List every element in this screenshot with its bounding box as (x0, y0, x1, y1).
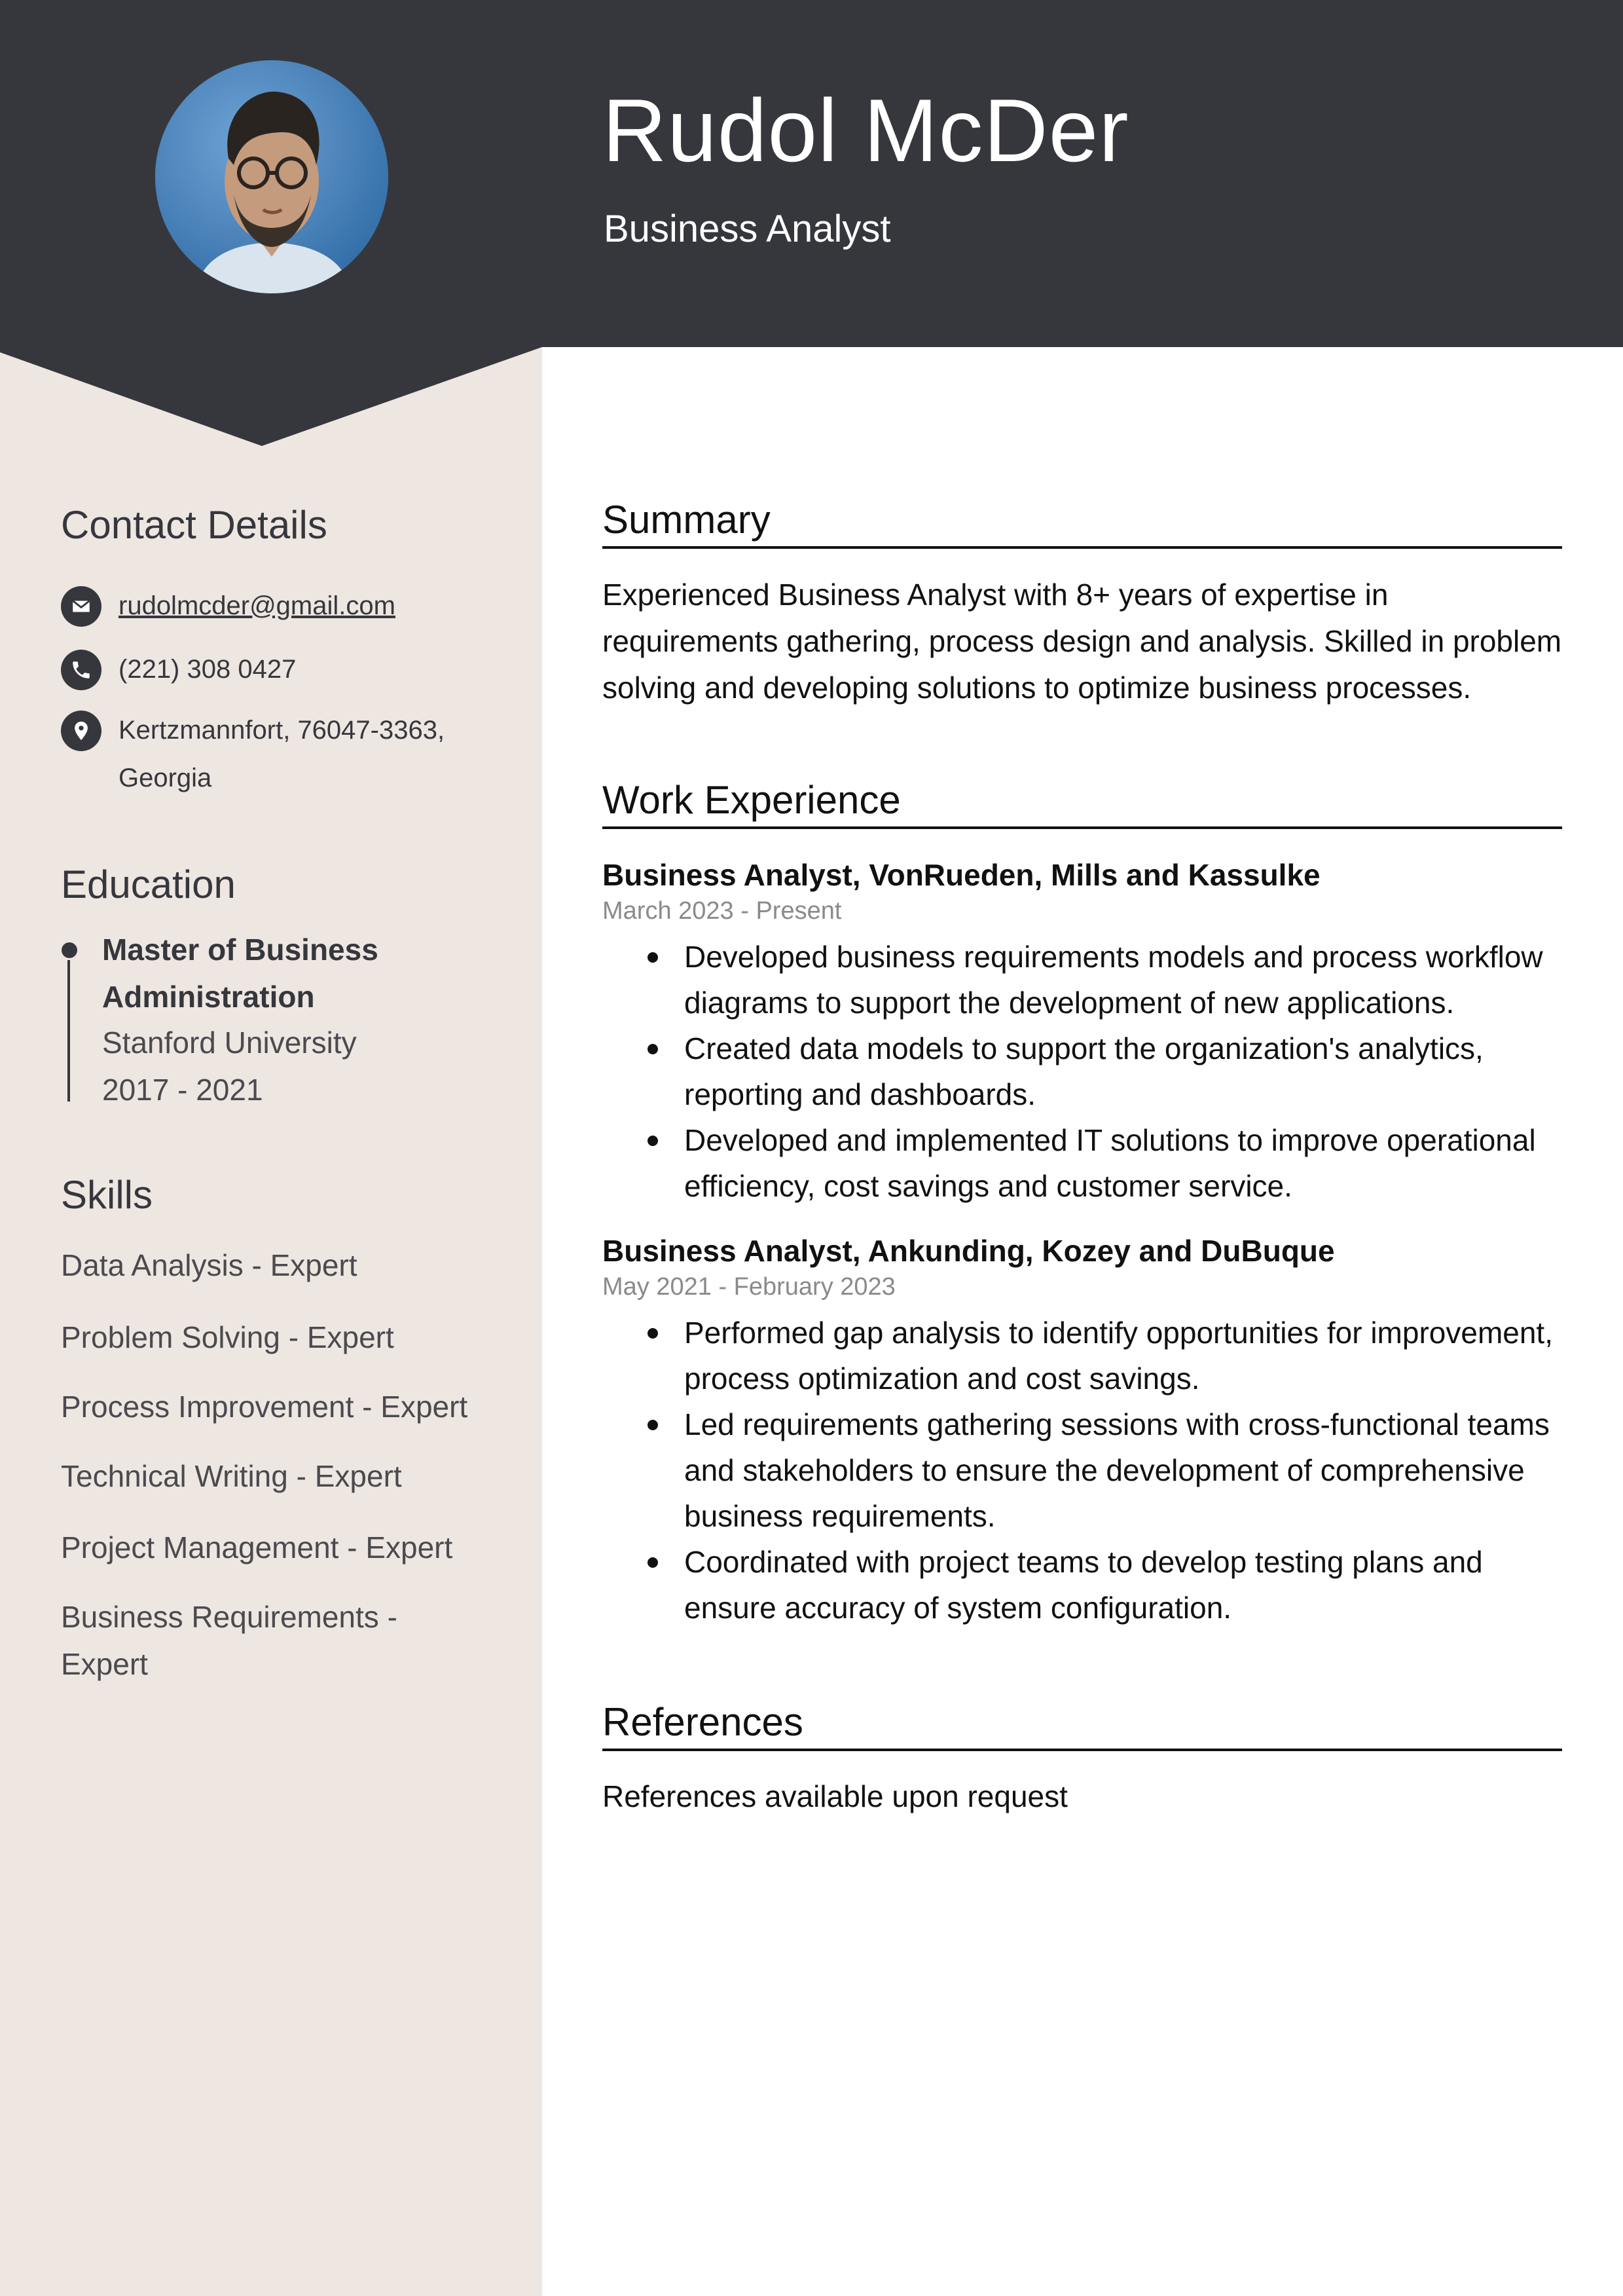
envelope-icon (61, 586, 101, 627)
job-title: Business Analyst, VonRueden, Mills and Kassulke (602, 858, 1321, 892)
job-bullets (684, 934, 1565, 1209)
education-degree: Master of Business Administration (102, 933, 378, 1014)
experience-heading: Work Experience (602, 777, 1562, 829)
education-heading: Education (61, 862, 236, 906)
skill-item: Process Improvement - Expert (61, 1390, 468, 1424)
profile-photo (155, 60, 388, 293)
timeline-line (67, 960, 70, 1102)
contact-phone-row (61, 650, 296, 694)
references-text: References available upon request (602, 1779, 1068, 1813)
education-years: 2017 - 2021 (102, 1073, 263, 1107)
timeline-dot (62, 942, 77, 958)
job-title: Business Analyst, Ankunding, Kozey and DuBuque (602, 1234, 1335, 1268)
summary-heading: Summary (602, 496, 1562, 549)
summary-text: Experienced Business Analyst with 8+ years of expertise in requirements gathering, process design and analysis. Skilled in problem solving and developing solutions to optimize business processes. (602, 578, 1562, 705)
skill-item: Business Requirements - Expert (61, 1600, 397, 1681)
education-school: Stanford University (102, 1026, 357, 1060)
contact-heading: Contact Details (61, 503, 327, 547)
job-dates: May 2021 - February 2023 (602, 1273, 896, 1301)
job-bullet: Led requirements gathering sessions with cross-functional teams and stakeholders to ensure the development of comprehensive business requirements. (684, 1401, 1565, 1539)
contact-address-row (61, 711, 459, 802)
skill-item: Problem Solving - Expert (61, 1320, 394, 1354)
skill-item: Technical Writing - Expert (61, 1459, 402, 1493)
skill-item: Project Management - Expert (61, 1530, 453, 1565)
job-bullet: Developed and implemented IT solutions to improve operational efficiency, cost savings and customer service. (684, 1117, 1565, 1209)
sidebar-chevron (0, 346, 542, 448)
map-pin-icon (61, 711, 101, 751)
phone-icon (61, 650, 101, 690)
job-bullet: Developed business requirements models and process workflow diagrams to support the development of new applications. (684, 934, 1565, 1026)
job-dates: March 2023 - Present (602, 897, 842, 925)
references-heading: References (602, 1699, 1562, 1751)
candidate-name: Rudol McDer (602, 81, 1129, 180)
phone-number: (221) 308 0427 (119, 655, 297, 684)
contact-email-row (61, 586, 395, 630)
address: Kertzmannfort, 76047-3363, Georgia (119, 716, 445, 792)
email-link[interactable]: rudolmcder@gmail.com (119, 591, 395, 620)
job-bullet: Created data models to support the organization's analytics, reporting and dashboards. (684, 1026, 1565, 1117)
skill-item: Data Analysis - Expert (61, 1248, 357, 1282)
candidate-title: Business Analyst (604, 208, 891, 250)
job-bullets (684, 1310, 1565, 1631)
profile-photo-illustration (155, 60, 388, 293)
job-bullet: Coordinated with project teams to develop testing plans and ensure accuracy of system configuration. (684, 1539, 1565, 1631)
skills-heading: Skills (61, 1173, 153, 1217)
job-bullet: Performed gap analysis to identify opportunities for improvement, process optimization and cost savings. (684, 1310, 1565, 1401)
